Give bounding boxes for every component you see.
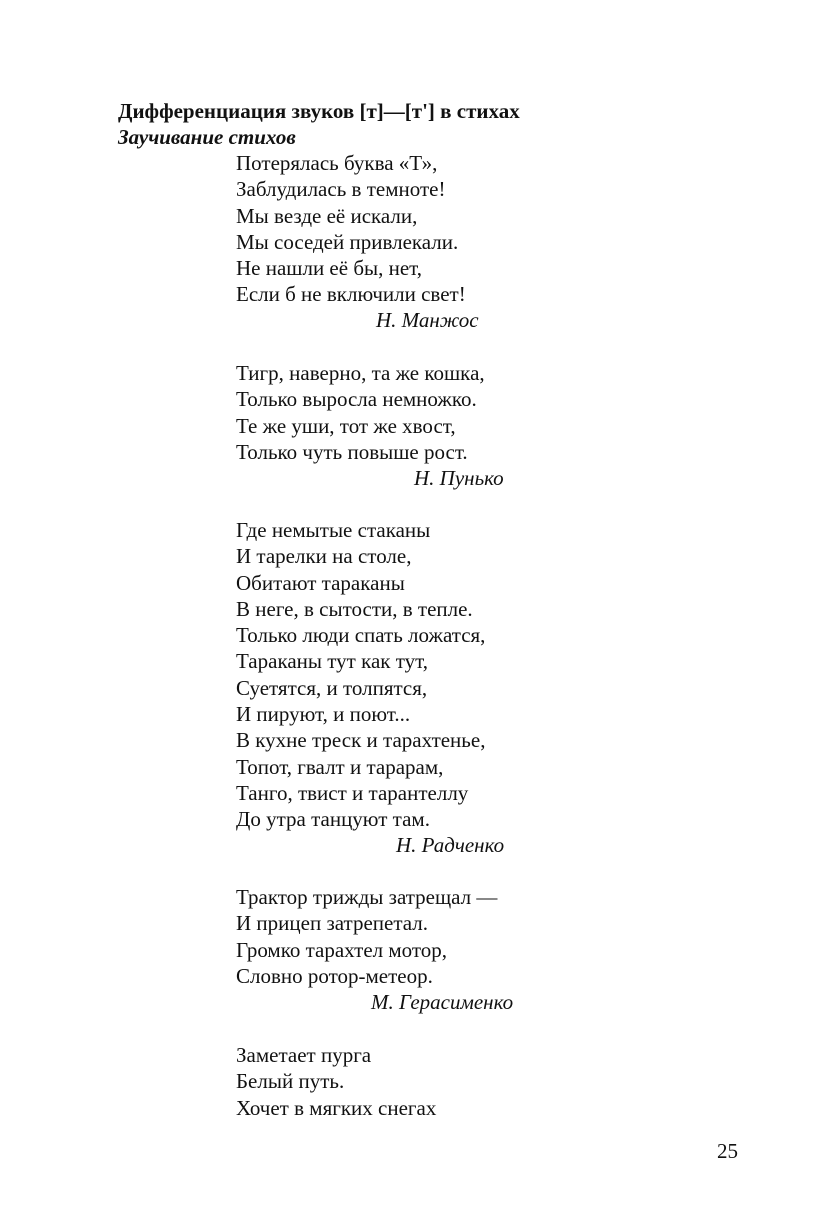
poem-1 [236,150,466,308]
poem-line: Те же уши, тот же хвост, [236,413,456,438]
poem-line: Заблудилась в темноте! [236,177,446,202]
poem-line: Потерялась буква «Т», [236,151,438,175]
poem-line: Тараканы тут как тут, [236,649,428,674]
page-number: 25 [717,1139,738,1163]
poem-5 [236,1042,436,1121]
poem-2 [236,360,485,465]
poem-line: Мы везде её искали, [236,203,418,228]
poem-line: Если б не включили свет! [236,282,466,307]
poem-3 [236,517,485,833]
poem-line: Мы соседей привлекали. [236,229,459,254]
poem-line: И пируют, и поют... [236,702,411,727]
poem-line: Только чуть повыше рост. [236,439,468,464]
poem-author: Н. Радченко [396,833,505,857]
poem-line: И прицеп затрепетал. [236,911,428,936]
poem-author: Н. Манжос [376,308,479,332]
poem-line: Белый путь. [236,1069,345,1094]
poem-line: Только люди спать ложатся, [236,623,486,648]
poem-line: В неге, в сытости, в тепле. [236,596,473,621]
poem-line: В кухне треск и тарахтенье, [236,728,486,753]
poem-line: Тигр, наверно, та же кошка, [236,361,485,385]
poem-line: Где немытые стаканы [236,518,431,542]
poem-line: Заметает пурга [236,1043,372,1067]
section-subtitle: Заучивание стихов [118,125,296,149]
section-title: Дифференциация звуков [т]—[т'] в стихах [118,99,520,123]
poem-line: До утра танцуют там. [236,807,430,832]
poem-line: Суетятся, и толпятся, [236,675,428,700]
poem-line: Хочет в мягких снегах [236,1095,437,1120]
poem-line: Словно ротор-метеор. [236,963,433,988]
poem-line: Танго, твист и тарантеллу [236,780,469,805]
poem-line: Обитают тараканы [236,570,405,595]
poem-author: М. Герасименко [371,990,514,1014]
poem-line: Только выросла немножко. [236,387,477,412]
poem-line: Трактор трижды затрещал — [236,885,498,909]
poem-line: Громко тарахтел мотор, [236,937,448,962]
poem-line: И тарелки на столе, [236,544,412,569]
poem-author: Н. Пунько [414,466,504,490]
poem-4 [236,884,497,989]
poem-line: Топот, гвалт и тарарам, [236,754,444,779]
poem-line: Не нашли её бы, нет, [236,256,423,281]
